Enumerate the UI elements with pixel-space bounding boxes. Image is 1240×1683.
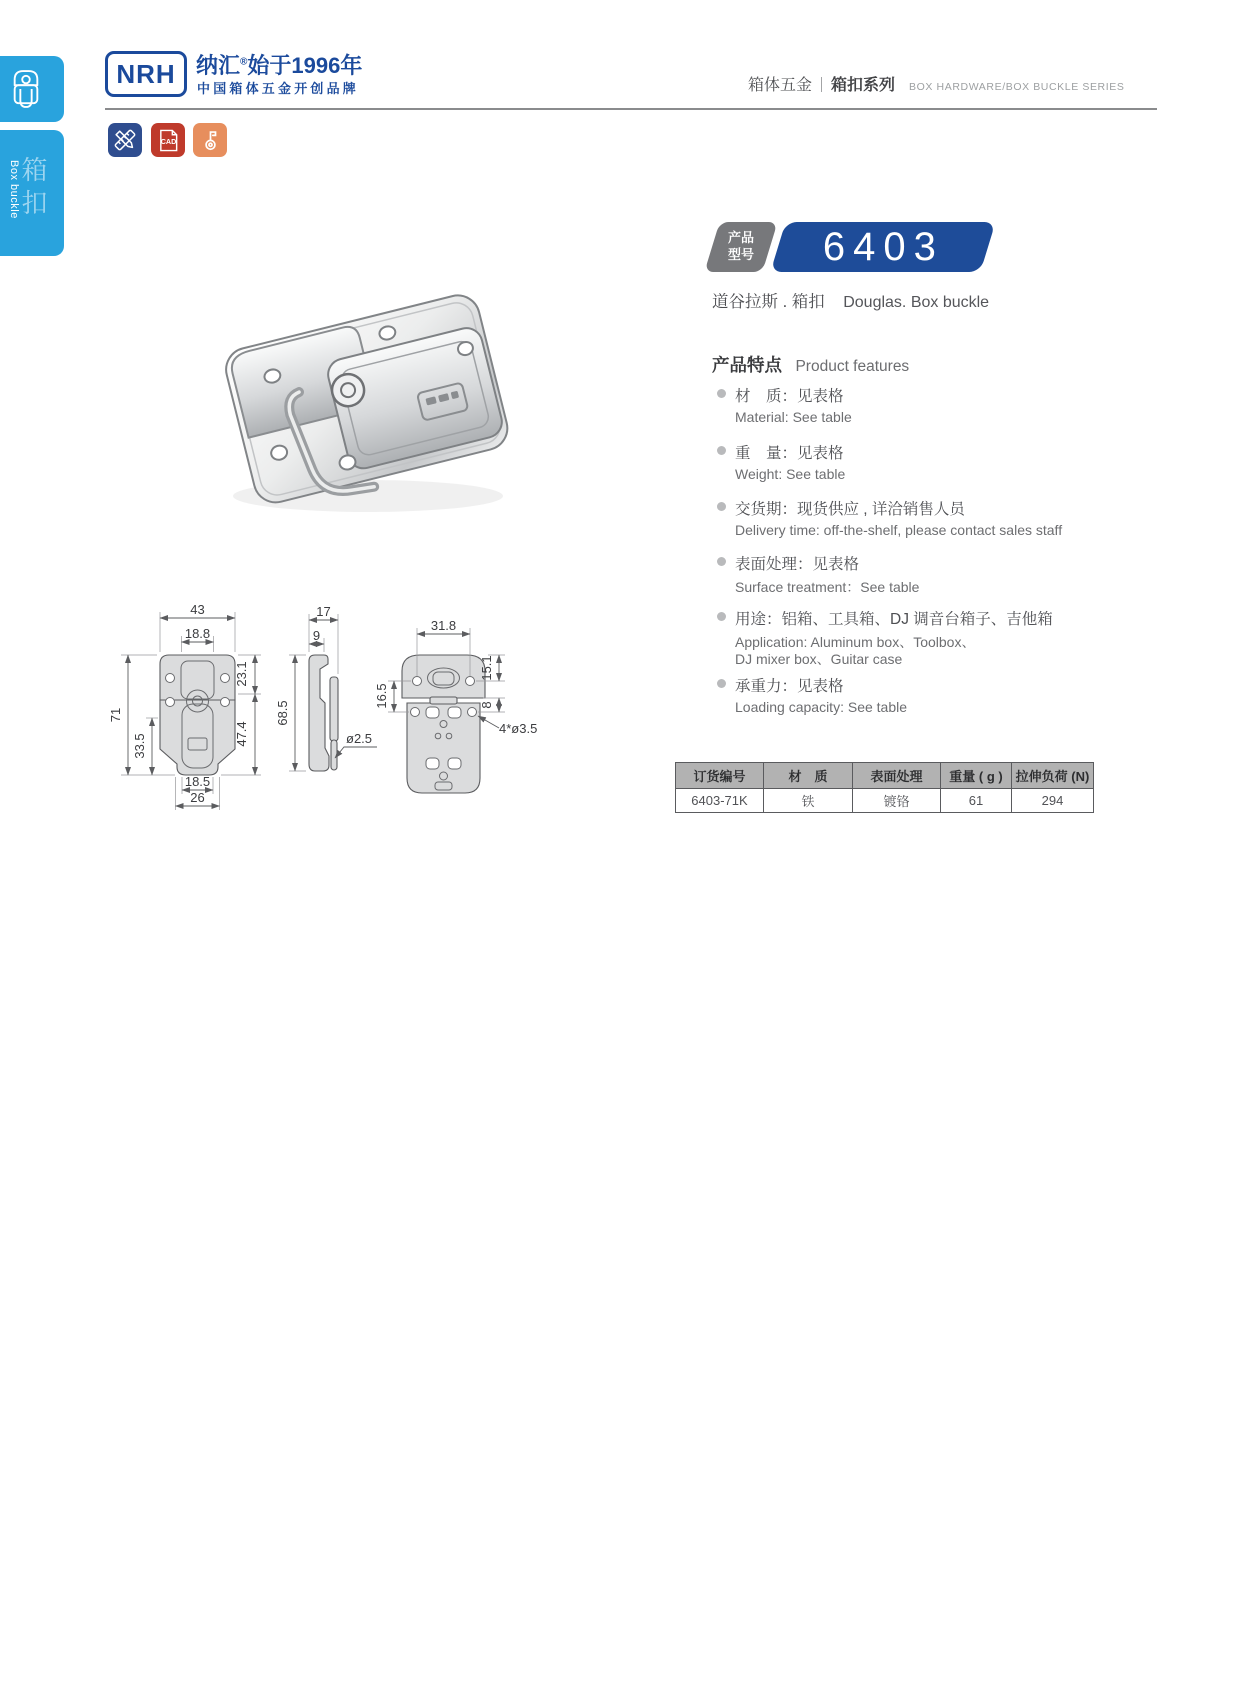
cell-material: 铁	[764, 789, 853, 813]
bullet-icon	[717, 557, 726, 566]
sidebar-category-tab	[0, 56, 64, 122]
bullet-icon	[717, 679, 726, 688]
col-surface: 表面处理	[853, 763, 941, 789]
spec-table-data-row	[676, 789, 1094, 813]
series-en: BOX HARDWARE/BOX BUCKLE SERIES	[909, 81, 1125, 93]
spec-table	[675, 762, 1094, 813]
dim-side-width-top: 17	[316, 604, 331, 619]
spec-table-header-row	[676, 763, 1094, 789]
dim-back-offset-right: 8	[479, 701, 494, 709]
bullet-icon	[717, 446, 726, 455]
cell-surface: 镀铬	[853, 789, 941, 813]
dim-back-mount-holes: 4*ø3.5	[499, 721, 538, 736]
cell-weight: 61	[941, 789, 1012, 813]
dim-front-height-upper-right: 23.1	[234, 661, 249, 687]
feature-text-en: Loading capacity: See table	[735, 699, 908, 715]
bullet-icon	[717, 389, 726, 398]
col-tensile-load: 拉伸负荷 (N)	[1012, 763, 1094, 789]
series-divider: ｜	[814, 77, 830, 94]
header-divider-line	[105, 108, 1157, 110]
ruler-pencil-glyph	[113, 128, 137, 152]
feature-text-en: Weight: See table	[735, 466, 846, 482]
dim-side-height-total: 68.5	[275, 700, 290, 726]
series-cn-left: 箱体五金	[748, 77, 813, 94]
feature-text-cn: 用途：铝箱、工具箱、DJ 调音台箱子、吉他箱	[735, 611, 1053, 628]
col-material: 材 质	[764, 763, 853, 789]
cad-document-glyph	[157, 128, 180, 153]
brand-logo-text: NRH	[116, 58, 176, 89]
dim-back-offset-top-right: 15.1	[479, 655, 494, 681]
brand-subtitle: 中国箱体五金开创品牌	[197, 81, 360, 96]
brand-name: 纳汇	[196, 53, 241, 78]
drawing-side-view	[275, 604, 377, 771]
badge-line1: 产品	[727, 230, 754, 246]
col-order-number: 订货编号	[676, 763, 764, 789]
feature-text-en: Delivery time: off-the-shelf, please contact sales staff	[735, 522, 1063, 538]
badge-line2: 型号	[727, 247, 754, 262]
sidebar-category-cn: 箱扣	[18, 156, 48, 222]
brand-registered-mark: ®	[240, 56, 248, 68]
design-tools-icon	[108, 123, 142, 157]
product-name	[712, 288, 989, 312]
product-name-en: Douglas. Box buckle	[843, 294, 990, 311]
product-name-cn: 道谷拉斯 . 箱扣	[712, 293, 825, 311]
feature-text-cn: 重 量：见表格	[735, 445, 844, 462]
feature-text-cn: 交货期：现货供应 , 详洽销售人员	[735, 501, 965, 518]
cad-label: CAD	[160, 137, 176, 146]
col-weight: 重量 ( g )	[941, 763, 1012, 789]
bullet-icon	[717, 612, 726, 621]
cell-tensile-load: 294	[1012, 789, 1094, 813]
sidebar-category-label	[0, 130, 64, 256]
sidebar-category-en: Box buckle	[8, 160, 20, 219]
brand-tagline: 始于1996年	[247, 53, 363, 78]
feature-text-en: Material: See table	[735, 409, 852, 425]
model-badge	[770, 222, 995, 272]
dim-front-width-bottom-inner: 18.5	[184, 774, 211, 789]
dim-front-width-inner: 18.8	[184, 626, 211, 641]
feature-text-en: Surface treatment：See table	[735, 579, 920, 595]
drawing-back-view	[374, 618, 537, 793]
technical-drawings	[95, 552, 555, 817]
buckle-icon	[9, 66, 43, 112]
feature-text-en2: DJ mixer box、Guitar case	[735, 651, 903, 667]
dim-front-height-lower-left: 33.5	[132, 733, 147, 759]
dim-front-height-lower-right: 47.4	[234, 721, 249, 747]
product-photo	[182, 258, 550, 534]
brand-title	[196, 49, 362, 80]
dim-front-height-total: 71	[108, 707, 123, 723]
feature-text-en: Application: Aluminum box、Toolbox、	[735, 634, 976, 650]
dim-front-width-bottom: 26	[190, 790, 205, 805]
dim-back-hole-span-top: 31.8	[430, 618, 457, 633]
feature-text-cn: 材 质：见表格	[735, 388, 844, 405]
model-number: 6403	[822, 224, 944, 269]
cell-order-number: 6403-71K	[676, 789, 764, 813]
cad-file-icon	[151, 123, 185, 157]
key-glyph	[199, 128, 222, 153]
model-badge-label	[704, 222, 777, 272]
dim-side-wire-dia: ø2.5	[346, 731, 373, 746]
features-title-en: Product features	[795, 358, 910, 375]
brand-logo	[105, 51, 187, 97]
features-title-cn: 产品特点	[712, 355, 782, 375]
series-title	[748, 72, 1124, 95]
series-cn-right: 箱扣系列	[831, 77, 896, 94]
bullet-icon	[717, 502, 726, 511]
drawing-front-view	[108, 602, 261, 810]
feature-text-cn: 承重力：见表格	[735, 678, 844, 695]
dim-back-offset-left: 16.5	[374, 683, 389, 709]
features-title	[712, 352, 909, 377]
feature-text-cn: 表面处理：见表格	[735, 556, 860, 573]
dim-front-width-top: 43	[190, 602, 205, 617]
dim-side-width-inner: 9	[312, 628, 321, 643]
key-icon	[193, 123, 227, 157]
